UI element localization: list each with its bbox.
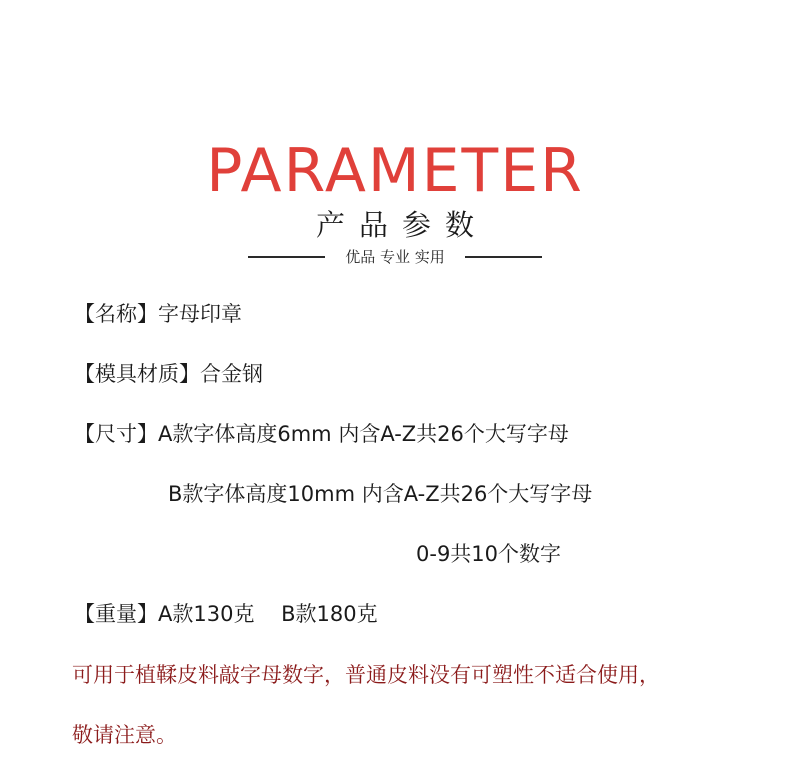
param-weight [74,600,378,628]
param-size [74,420,569,448]
tagline-text: 优品 专业 实用 [345,248,445,266]
param-weight-value: A款130克 B款180克 [158,602,378,626]
page-title-en: PARAMETER [206,136,584,206]
param-name [74,300,242,328]
notice-line2: 敬请注意。 [72,723,177,747]
param-size-label: 【尺寸】 [74,422,158,446]
tagline-divider-right [465,256,542,258]
param-size-line2: B款字体高度10mm 内含A-Z共26个大写字母 [168,482,593,506]
param-name-value: 字母印章 [158,302,242,326]
tagline-divider-left [248,256,325,258]
tagline-row [248,245,542,269]
param-weight-label: 【重量】 [74,602,158,626]
param-name-label: 【名称】 [74,302,158,326]
param-material [74,360,263,388]
param-size-line1: A款字体高度6mm 内含A-Z共26个大写字母 [158,422,569,446]
page-title-cn: 产品参数 [315,208,488,242]
param-material-value: 合金钢 [200,362,263,386]
param-size-line3: 0-9共10个数字 [416,542,562,566]
notice-line1: 可用于植鞣皮料敲字母数字，普通皮料没有可塑性不适合使用， [72,663,660,687]
param-material-label: 【模具材质】 [74,362,200,386]
